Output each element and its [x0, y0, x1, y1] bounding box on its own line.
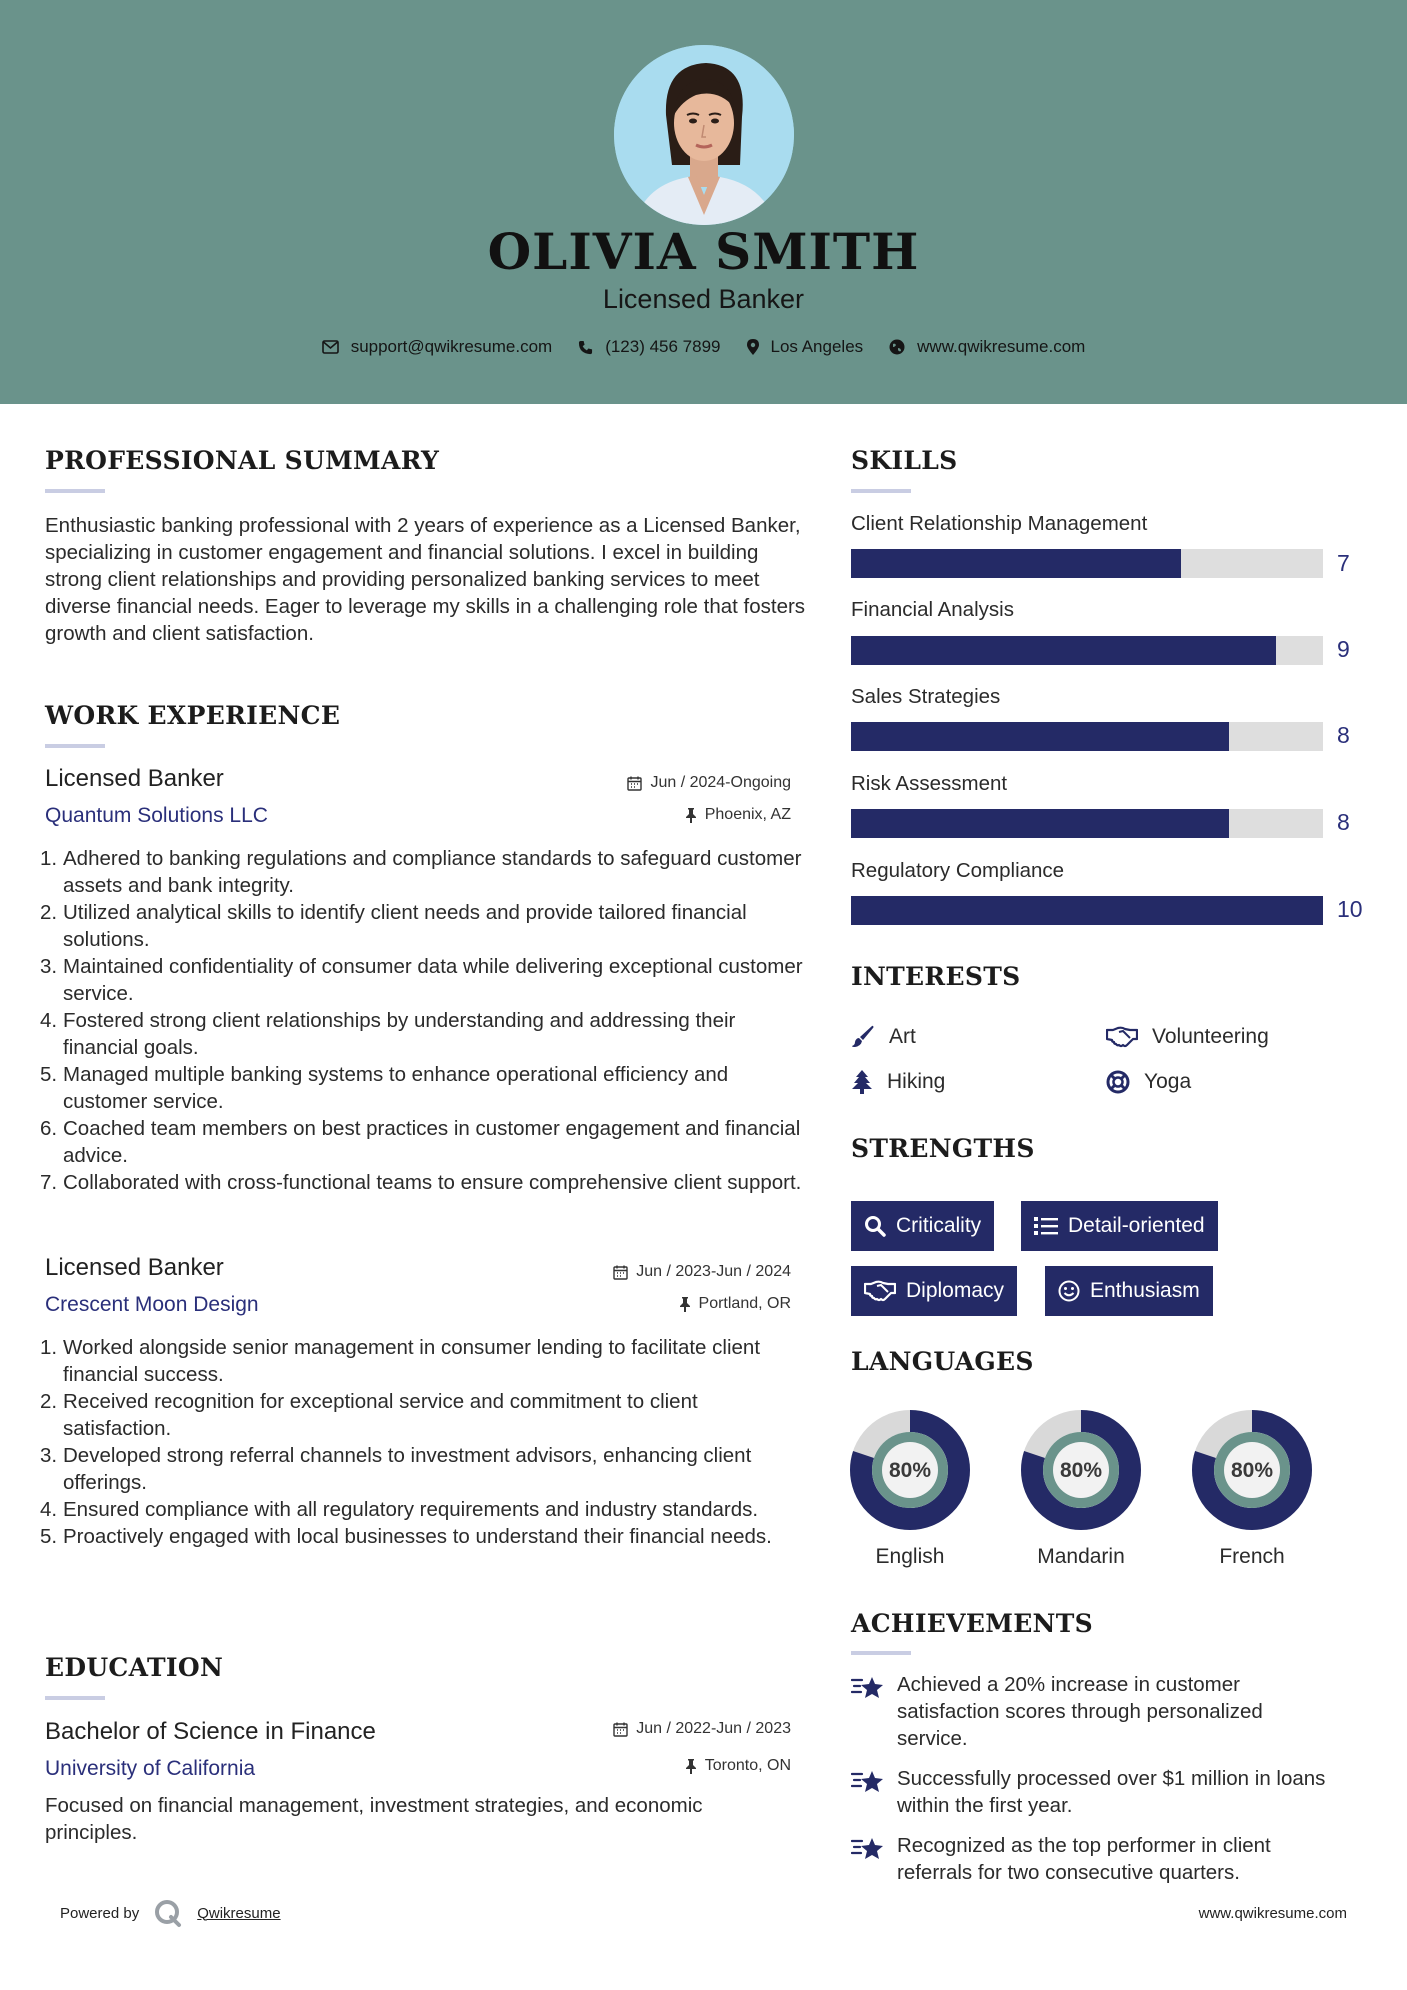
paintbrush-icon [851, 1025, 875, 1049]
language-name: Mandarin [1037, 1545, 1125, 1568]
achievement-item [851, 1765, 1337, 1819]
contact-website[interactable] [889, 337, 1085, 357]
skill-label: Sales Strategies [851, 685, 1001, 708]
candidate-name: OLIVIA SMITH [487, 222, 920, 281]
education-school: University of California [45, 1757, 256, 1780]
strength-label: Criticality [896, 1214, 982, 1237]
skill-value: 9 [1337, 636, 1350, 662]
list-item: 1. Adhered to banking regulations and compliance standards to safeguard customer assets and bank integrity. [40, 847, 802, 897]
list-item: 7. Collaborated with cross-functional teams to ensure comprehensive client support. [40, 1171, 802, 1194]
list-item: 3. Developed strong referral channels to investment advisors, enhancing client offerings. [40, 1444, 752, 1494]
contact-email-text: support@qwikresume.com [350, 337, 553, 356]
skill-label: Client Relationship Management [851, 512, 1148, 535]
education-location [685, 1757, 791, 1775]
contact-website-text: www.qwikresume.com [917, 337, 1086, 356]
skill-bar-fill [851, 809, 1229, 838]
job-1-duties [40, 845, 810, 1196]
language-percent: 80% [888, 1459, 932, 1482]
handshake-icon [864, 1280, 896, 1302]
job-1-title: Licensed Banker [45, 765, 224, 792]
list-item: 2. Received recognition for exceptional service and commitment to client satisfaction. [40, 1390, 698, 1440]
footer-powered-by [60, 1898, 281, 1928]
job-2-duties [40, 1334, 810, 1550]
list-icon [1034, 1216, 1058, 1236]
job-2-date-text: Jun / 2023-Jun / 2024 [636, 1263, 791, 1280]
skill-bar-fill [851, 722, 1229, 751]
achievement-text: Successfully processed over $1 million in loans within the first year. [897, 1767, 1326, 1817]
job-2-title: Licensed Banker [45, 1254, 224, 1281]
contact-email[interactable] [322, 337, 553, 357]
strength-label: Enthusiasm [1090, 1279, 1200, 1302]
skill-bar-fill [851, 636, 1276, 665]
languages-heading: LANGUAGES [851, 1347, 1034, 1376]
language-name: English [875, 1545, 945, 1568]
qwikresume-logo-icon [153, 1898, 183, 1928]
skill-value: 8 [1337, 722, 1350, 748]
envelope-icon [322, 340, 339, 354]
phone-icon [578, 340, 593, 355]
search-icon [864, 1215, 886, 1237]
job-1-date [627, 774, 791, 792]
footer-website[interactable]: www.qwikresume.com [1198, 1905, 1347, 1922]
list-item: 5. Managed multiple banking systems to enhance operational efficiency and customer service. [40, 1063, 729, 1113]
job-2-location-text: Portland, OR [698, 1295, 791, 1312]
resume-header [0, 0, 1407, 404]
powered-by-text: Powered by [60, 1904, 140, 1922]
skill-bar-fill [851, 549, 1181, 578]
language-ring [850, 1410, 970, 1530]
education-date-text: Jun / 2022-Jun / 2023 [636, 1720, 791, 1737]
shooting-star-icon [851, 1767, 885, 1797]
map-pin-icon [747, 339, 759, 355]
skill-bar-fill [851, 896, 1323, 925]
skill-bar [851, 636, 1323, 665]
education-underline [45, 1696, 105, 1700]
achievements-underline [851, 1651, 911, 1655]
education-description: Focused on financial management, investment strategies, and economic principles. [45, 1794, 703, 1844]
list-item: 5. Proactively engaged with local businesses to understand their financial needs. [40, 1525, 772, 1548]
skill-label: Risk Assessment [851, 772, 1008, 795]
candidate-title: Licensed Banker [602, 284, 805, 314]
skill-value: 7 [1337, 550, 1350, 576]
strength-label: Detail-oriented [1068, 1214, 1205, 1237]
achievement-text: Recognized as the top performer in client referrals for two consecutive quarters. [897, 1834, 1271, 1884]
skill-value: 10 [1337, 896, 1363, 922]
education-location-text: Toronto, ON [704, 1757, 791, 1774]
contact-bar [0, 337, 1407, 357]
language-ring [1192, 1410, 1312, 1530]
summary-underline [45, 489, 105, 493]
experience-heading: WORK EXPERIENCE [45, 701, 341, 730]
strength-tag [1045, 1266, 1213, 1316]
education-degree: Bachelor of Science in Finance [45, 1718, 376, 1745]
pushpin-icon [679, 1297, 691, 1312]
list-item: 1. Worked alongside senior management in consumer lending to facilitate client financial success. [40, 1336, 761, 1386]
job-1-company: Quantum Solutions LLC [45, 804, 268, 827]
achievement-item [851, 1832, 1337, 1886]
calendar-icon [627, 776, 642, 791]
experience-underline [45, 744, 105, 748]
achievements-heading: ACHIEVEMENTS [851, 1609, 1093, 1638]
job-1-location-text: Phoenix, AZ [704, 806, 791, 823]
contact-phone-text: (123) 456 7899 [605, 337, 721, 356]
summary-text: Enthusiastic banking professional with 2 years of experience as a Licensed Banker, specializing in customer engagement and financial solutions. I excel in building strong client relationships and providing personalized banking services to meet diverse financial needs. Eager to leverage my skills in a challenging role that fosters growth and client satisfaction. [45, 514, 806, 645]
education-date [613, 1720, 791, 1738]
summary-heading: PROFESSIONAL SUMMARY [45, 446, 440, 475]
interest-label: Volunteering [1152, 1025, 1269, 1048]
calendar-icon [613, 1722, 628, 1737]
globe-icon [889, 339, 905, 355]
strength-label: Diplomacy [906, 1279, 1005, 1302]
skills-heading: SKILLS [851, 446, 958, 475]
language-ring [1021, 1410, 1141, 1530]
contact-location-text: Los Angeles [770, 337, 864, 356]
skill-bar [851, 896, 1323, 925]
job-1-location [685, 806, 791, 824]
strength-tag [851, 1201, 994, 1251]
language-name: French [1219, 1545, 1285, 1568]
skill-label: Financial Analysis [851, 598, 1014, 621]
strength-tag [851, 1266, 1017, 1316]
education-heading: EDUCATION [45, 1653, 224, 1682]
shooting-star-icon [851, 1673, 885, 1703]
brand-link[interactable]: Qwikresume [197, 1904, 281, 1922]
list-item: 6. Coached team members on best practices in customer engagement and financial advice. [40, 1117, 801, 1167]
list-item: 2. Utilized analytical skills to identify client needs and provide tailored financial solutions. [40, 901, 747, 951]
interest-hiking [851, 1070, 945, 1094]
calendar-icon [613, 1265, 628, 1280]
contact-location [747, 337, 864, 357]
strength-tag [1021, 1201, 1218, 1251]
list-item: 4. Ensured compliance with all regulatory requirements and industry standards. [40, 1498, 759, 1521]
contact-phone[interactable] [578, 337, 720, 357]
skill-bar [851, 549, 1323, 578]
job-2-company: Crescent Moon Design [45, 1293, 259, 1316]
interest-art [851, 1025, 916, 1049]
list-item: 3. Maintained confidentiality of consumer data while delivering exceptional customer service. [40, 955, 803, 1005]
shooting-star-icon [851, 1834, 885, 1864]
smile-icon [1058, 1280, 1080, 1302]
pushpin-icon [685, 1759, 697, 1774]
skill-label: Regulatory Compliance [851, 859, 1065, 882]
interest-label: Art [889, 1025, 916, 1048]
pushpin-icon [685, 808, 697, 823]
lifering-icon [1106, 1070, 1130, 1094]
achievement-item [851, 1671, 1337, 1752]
tree-icon [851, 1070, 873, 1094]
list-item: 4. Fostered strong client relationships by understanding and addressing their financial goals. [40, 1009, 736, 1059]
interests-heading: INTERESTS [851, 962, 1021, 991]
job-2-date [613, 1263, 791, 1281]
language-percent: 80% [1059, 1459, 1103, 1482]
skill-value: 8 [1337, 809, 1350, 835]
job-1-date-text: Jun / 2024-Ongoing [650, 774, 791, 791]
interest-volunteering [1106, 1025, 1269, 1049]
language-percent: 80% [1230, 1459, 1274, 1482]
interest-yoga [1106, 1070, 1191, 1094]
interest-label: Yoga [1144, 1070, 1192, 1093]
skill-bar [851, 809, 1323, 838]
job-2-location [679, 1295, 791, 1313]
avatar [614, 45, 794, 225]
strengths-heading: STRENGTHS [851, 1134, 1035, 1163]
handshake-icon [1106, 1026, 1138, 1048]
interest-label: Hiking [887, 1070, 946, 1093]
achievement-text: Achieved a 20% increase in customer satisfaction scores through personalized service. [897, 1673, 1263, 1750]
skill-bar [851, 722, 1323, 751]
skills-underline [851, 489, 911, 493]
